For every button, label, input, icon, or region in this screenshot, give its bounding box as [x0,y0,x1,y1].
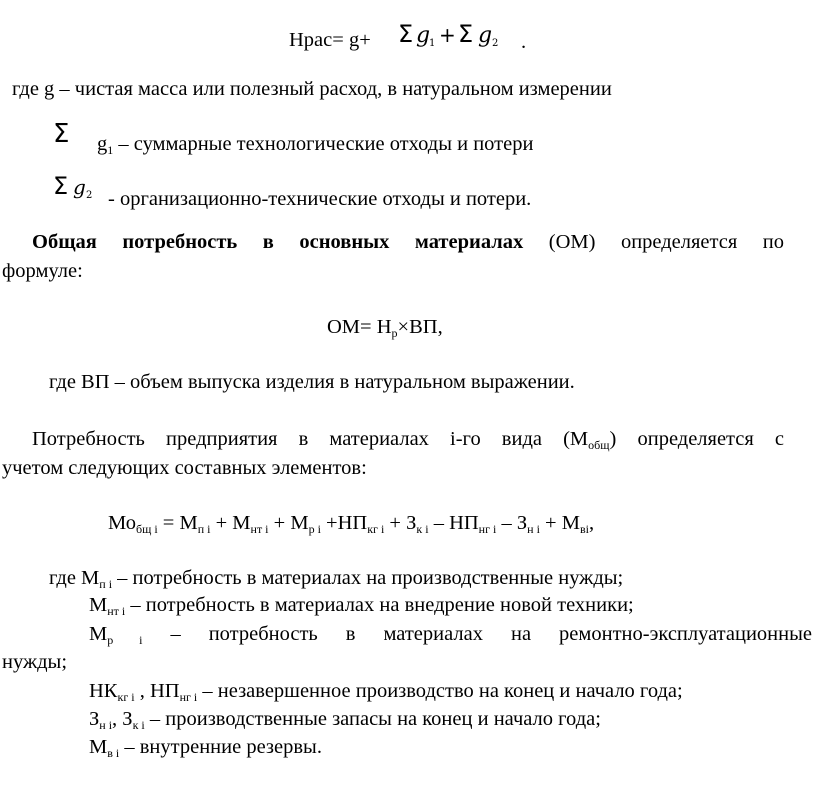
svg-text:Σ: Σ [458,20,474,48]
formula-subscript: бщ i [135,522,158,536]
para-om-line1: Общая потребность в основных материалах (ОМ) определяется по [32,231,784,253]
formula-text: +НП [320,512,368,534]
para-om-line2: формуле: [2,260,83,282]
formula-text: – НП [428,512,479,534]
formula-text: + М [539,512,580,534]
svg-text:g: g [478,23,493,48]
svg-text:Σ: Σ [53,119,70,148]
svg-text:g: g [416,23,431,48]
formula-nras-dot: . [521,31,527,53]
def-g1: $g_1$ – суммарные технологические отходы и потери [97,133,534,157]
svg-text:1: 1 [429,38,436,49]
formula-text: + М [268,512,309,534]
para-mobsh-line1: Потребность предприятия в материалах i-го вида $(М_{общ})$ определяется с [32,428,785,452]
formula-nras [289,28,371,52]
formula-subscript: вi [579,522,589,536]
formula-subscript: нг i [478,522,497,536]
formula-om: $ОМ= Н_р\times ВП$, [327,316,443,340]
svg-text:Σ: Σ [53,172,69,200]
formula-subscript: р i [308,522,321,536]
svg-text:g: g [73,175,86,199]
sum-g-image [398,18,520,52]
def-vp: где ВП – объем выпуска изделия в натуральном выражении. [49,371,575,393]
formula-text: + З [384,512,417,534]
def-g2: - организационно-технические отходы и потери. [108,188,532,210]
def-mv: $М_{в i}$ – внутренние резервы. [89,736,322,760]
formula-nras-lhs: Нрас= g+ [289,29,371,51]
formula-subscript: п i [197,522,211,536]
def-z: $З_{н i}$, $З_{к i}$ – производственные запасы на конец и начало года; [89,708,601,732]
sum-g1-g2-term [398,18,520,52]
def-mr-cont: нужды; [2,651,68,673]
def-nk: $НК_{кг i}$ , $НП_{нг i}$ – незавершенное производство на конец и начало года; [89,680,683,704]
def-mp: где $М_{п i}$ – потребность в материалах на производственные нужды; [49,567,624,591]
formula-text: , [588,512,595,534]
formula-text: + М [210,512,251,534]
formula-mobsh [108,511,594,541]
svg-text:2: 2 [492,38,499,49]
svg-text:2: 2 [86,190,93,201]
def-mr: $М_{р i}$ – потребность в материалах на ремонтно-эксплуатационные [89,623,812,647]
formula-subscript: нт i [250,522,269,536]
para-om-bold: Общая потребность в основных материалах [32,231,524,253]
formula-text: = М [157,512,198,534]
def-mnt: $М_{нт i}$ – потребность в материалах на внедрение новой техники; [89,594,634,618]
para-mobsh-line2: учетом следующих составных элементов: [2,457,367,479]
sum-g2-term [53,172,103,204]
svg-text:+: + [439,23,456,47]
sigma-icon [53,118,81,148]
formula-text: Мо [108,512,136,534]
formula-subscript: н i [527,522,540,536]
svg-text:Σ: Σ [398,20,414,48]
formula-subscript: кг i [367,522,385,536]
formula-subscript: к i [416,522,429,536]
def-g: где g – чистая масса или полезный расход, в натуральном измерении [12,78,612,100]
formula-text: – З [496,512,528,534]
